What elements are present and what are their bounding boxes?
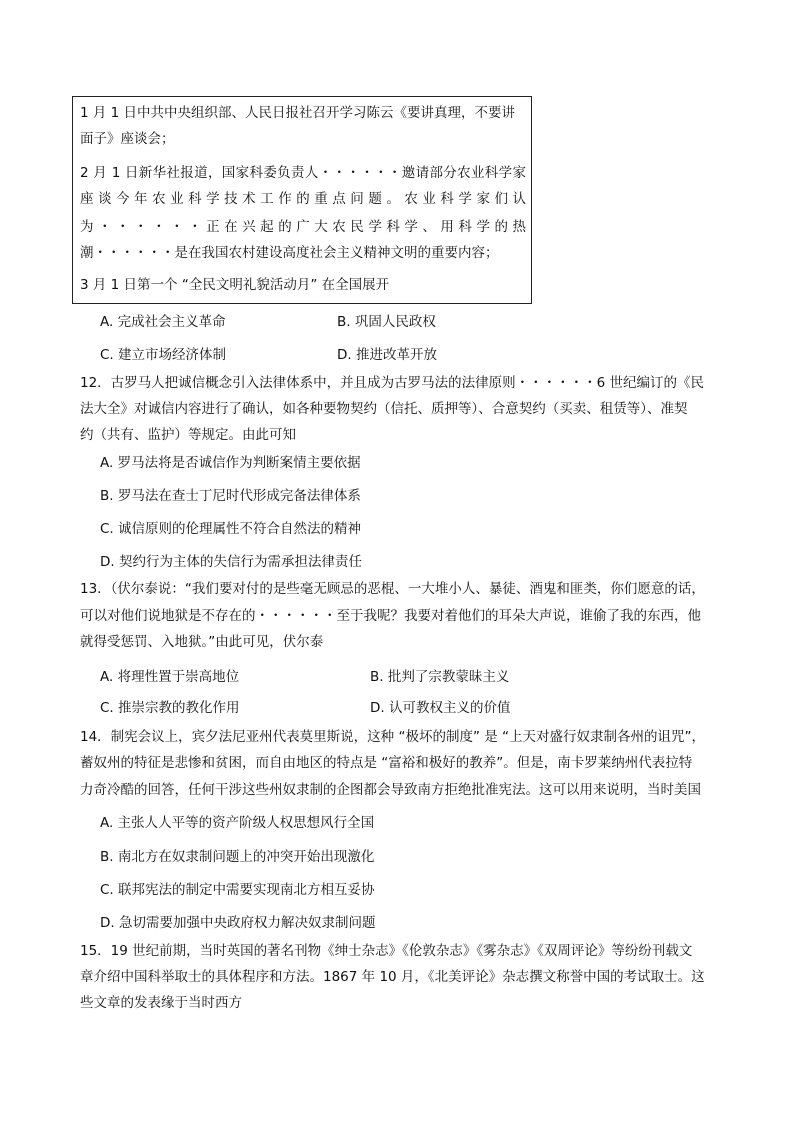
option-c: C. 推崇宗教的教化作用 — [100, 700, 240, 716]
option-b: B. 巩固人民政权 — [337, 314, 436, 330]
option-a: A. 罗马法将是否诚信作为判断案情主要依据 — [100, 455, 361, 471]
question-14-stem: 力奇冷酷的回答，任何干涉这些州奴隶制的企图都会导致南方拒绝批准宪法。这可以用来说明，当时美国 — [80, 782, 701, 798]
material-line: 2 月 1 日新华社报道，国家科委负责人・・・・・・邀请部分农业科学家 — [80, 165, 526, 181]
material-line: 1 月 1 日中共中央组织部、人民日报社召开学习陈云《要讲真理，不要讲 — [80, 105, 516, 121]
question-15-stem: 15．19 世纪前期，当时英国的著名刊物《绅士杂志》《伦敦杂志》《雾杂志》《双周评论》等纷纷刊载文 — [80, 943, 693, 959]
option-d: D. 急切需要加强中央政府权力解决奴隶制问题 — [100, 915, 376, 931]
option-c: C. 诚信原则的伦理属性不符合自然法的精神 — [100, 521, 362, 537]
question-13-stem: 就得受惩罚、入地狱。”由此可见，伏尔泰 — [80, 634, 324, 650]
material-line: 座谈今年农业科学技术工作的重点问题。农业科学家们认 — [80, 191, 526, 207]
material-box — [72, 96, 532, 304]
option-a: A. 完成社会主义革命 — [100, 314, 226, 330]
question-13-stem: 可以对他们说地狱是不存在的・・・・・・至于我呢？我要对着他们的耳朵大声说，谁偷了我的东西，他 — [80, 608, 701, 624]
question-13-stem: 13．（伏尔泰说：“我们要对付的是些毫无顾忌的恶棍、一大堆小人、暴徒、酒鬼和匪类，你们愿意的话， — [80, 581, 705, 597]
question-12-stem: 法大全》对诚信内容进行了确认，如各种要物契约（信托、质押等）、合意契约（买卖、租赁等）、准契 — [80, 401, 688, 417]
question-14-stem: 14．制宪会议上，宾夕法尼亚州代表莫里斯说，这种 “极坏的制度” 是 “上天对盛行奴隶制各州的诅咒”， — [80, 729, 706, 745]
option-d: D. 推进改革开放 — [337, 347, 437, 363]
option-c: C. 建立市场经济体制 — [100, 347, 227, 363]
option-d: D. 认可教权主义的价值 — [370, 700, 511, 716]
question-14-stem: 蓄奴州的特征是悲惨和贫困，而自由地区的特点是 “富裕和极好的教养”。但是，南卡罗莱纳州代表拉特 — [80, 755, 693, 771]
option-b: B. 批判了宗教蒙昧主义 — [370, 669, 510, 685]
option-c: C. 联邦宪法的制定中需要实现南北方相互妥协 — [100, 882, 375, 898]
material-line: 3 月 1 日第一个 “全民文明礼貌活动月” 在全国展开 — [80, 277, 390, 293]
material-line: 为・・・・・・正在兴起的广大农民学科学、用科学的热 — [80, 219, 526, 235]
option-b: B. 罗马法在查士丁尼时代形成完备法律体系 — [100, 488, 361, 504]
option-d: D. 契约行为主体的失信行为需承担法律责任 — [100, 554, 362, 570]
material-line: 面子》座谈会； — [80, 131, 175, 147]
option-a: A. 主张人人平等的资产阶级人权思想风行全国 — [100, 815, 375, 831]
question-15-stem: 些文章的发表缘于当时西方 — [80, 995, 242, 1011]
option-b: B. 南北方在奴隶制问题上的冲突开始出现激化 — [100, 849, 375, 865]
question-15-stem: 章介绍中国科举取士的具体程序和方法。1867 年 10 月，《北美评论》杂志撰文称誉中国的考试取士。这 — [80, 969, 705, 985]
material-line: 潮・・・・・・是在我国农村建设高度社会主义精神文明的重要内容； — [80, 245, 499, 261]
option-a: A. 将理性置于崇高地位 — [100, 669, 240, 685]
question-12-stem: 约（共有、监护）等规定。由此可知 — [80, 427, 296, 443]
question-12-stem: 12．古罗马人把诚信概念引入法律体系中，并且成为古罗马法的法律原则・・・・・・6 世纪编订的《民 — [80, 375, 705, 391]
